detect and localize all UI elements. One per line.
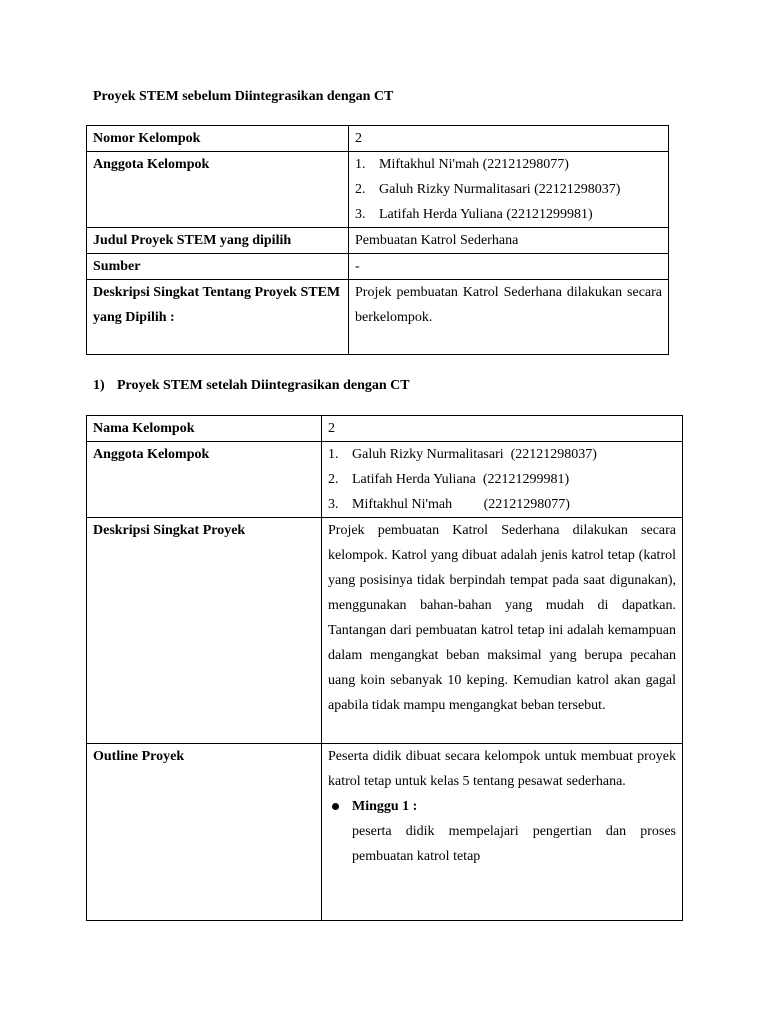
table-row bbox=[87, 416, 683, 442]
list-item-number: 3. bbox=[328, 497, 339, 512]
sumber-label: Sumber bbox=[87, 254, 349, 280]
nama-kelompok-value: 2 bbox=[322, 416, 683, 442]
section2-title bbox=[93, 377, 410, 395]
outline-proyek-cell bbox=[322, 744, 683, 921]
member-name: Galuh Rizky Nurmalitasari (22121298037) bbox=[352, 447, 597, 462]
list-item-number: 3. bbox=[355, 207, 366, 222]
anggota-kelompok-list-cell bbox=[322, 442, 683, 518]
judul-proyek-value: Pembuatan Katrol Sederhana bbox=[349, 228, 669, 254]
bullet-icon bbox=[328, 794, 352, 819]
judul-proyek-label: Judul Proyek STEM yang dipilih bbox=[87, 228, 349, 254]
list-item-number: 1. bbox=[328, 447, 339, 462]
list-item bbox=[355, 152, 662, 177]
nomor-kelompok-value: 2 bbox=[349, 126, 669, 152]
table-row bbox=[87, 280, 669, 355]
outline-week-title: Minggu 1 : bbox=[352, 799, 418, 814]
list-item-number: 1. bbox=[355, 157, 366, 172]
deskripsi-proyek-label: Deskripsi Singkat Tentang Proyek STEM yang Dipilih : bbox=[87, 280, 349, 355]
nomor-kelompok-label: Nomor Kelompok bbox=[87, 126, 349, 152]
anggota-kelompok-label: Anggota Kelompok bbox=[87, 152, 349, 228]
table-row bbox=[87, 152, 669, 228]
nama-kelompok-label: Nama Kelompok bbox=[87, 416, 322, 442]
outline-proyek-label: Outline Proyek bbox=[87, 744, 322, 921]
section2-number: 1) bbox=[93, 378, 105, 393]
outline-intro: Peserta didik dibuat secara kelompok untuk membuat proyek katrol tetap untuk kelas 5 tentang pesawat sederhana. bbox=[328, 749, 676, 789]
member-list bbox=[328, 442, 676, 517]
list-item-number: 2. bbox=[355, 182, 366, 197]
anggota-kelompok-list-cell bbox=[349, 152, 669, 228]
deskripsi-singkat-value: Projek pembuatan Katrol Sederhana dilakukan secara kelompok. Katrol yang dibuat adalah jenis katrol tetap (katrol yang posisinya tidak berpindah tempat pada saat digunakan), menggunakan bahan-bahan yang mudah di dapatkan. Tantangan dari pembuatan katrol tetap ini adalah kemampuan dalam mengangkat beban maksimal yang berupa pecahan uang koin sebanyak 10 keping. Kemudian katrol akan gagal apabila tidak mampu mengangkat beban tersebut. bbox=[322, 518, 683, 744]
list-item bbox=[328, 467, 676, 492]
table-row bbox=[87, 744, 683, 921]
member-list bbox=[355, 152, 662, 227]
list-item bbox=[355, 202, 662, 227]
member-name: Miftakhul Ni'mah (22121298077) bbox=[352, 497, 570, 512]
anggota-kelompok-label: Anggota Kelompok bbox=[87, 442, 322, 518]
list-item bbox=[328, 492, 676, 517]
list-item bbox=[355, 177, 662, 202]
project-after-ct-table bbox=[86, 415, 683, 921]
list-item bbox=[328, 442, 676, 467]
project-before-ct-table bbox=[86, 125, 669, 355]
sumber-value: - bbox=[349, 254, 669, 280]
outline-week-body: peserta didik mempelajari pengertian dan proses pembuatan katrol tetap bbox=[352, 824, 676, 864]
section1-title: Proyek STEM sebelum Diintegrasikan dengan CT bbox=[93, 89, 394, 104]
section2-title-text: Proyek STEM setelah Diintegrasikan dengan CT bbox=[117, 378, 410, 393]
member-name: Galuh Rizky Nurmalitasari (22121298037) bbox=[379, 182, 621, 197]
deskripsi-singkat-label: Deskripsi Singkat Proyek bbox=[87, 518, 322, 744]
member-name: Miftakhul Ni'mah (22121298077) bbox=[379, 157, 569, 172]
member-name: Latifah Herda Yuliana (22121299981) bbox=[352, 472, 570, 487]
table-row bbox=[87, 228, 669, 254]
table-row bbox=[87, 126, 669, 152]
deskripsi-proyek-value: Projek pembuatan Katrol Sederhana dilakukan secara berkelompok. bbox=[349, 280, 669, 355]
table-row bbox=[87, 442, 683, 518]
member-name: Latifah Herda Yuliana (22121299981) bbox=[379, 207, 593, 222]
table-row bbox=[87, 254, 669, 280]
table-row bbox=[87, 518, 683, 744]
outline-week-item bbox=[328, 794, 676, 819]
list-item-number: 2. bbox=[328, 472, 339, 487]
